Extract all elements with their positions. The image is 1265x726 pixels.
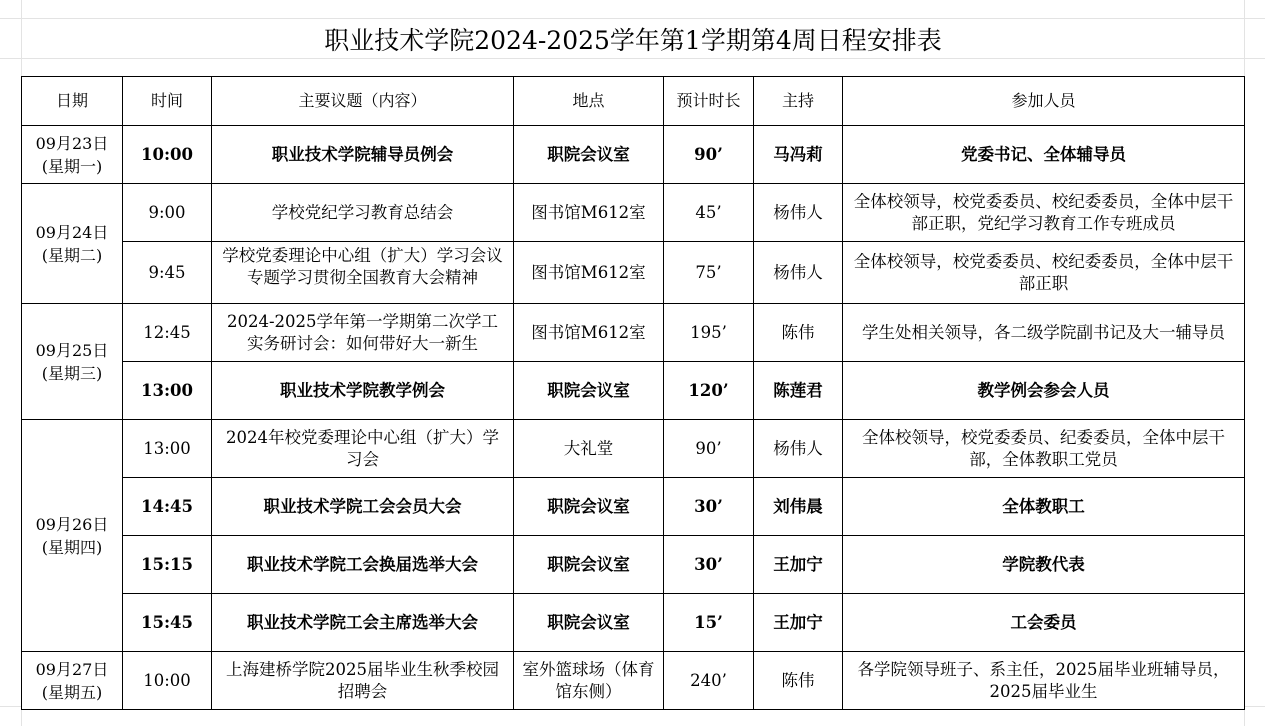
header-row bbox=[22, 77, 1245, 126]
date-label: 09月25日 bbox=[35, 340, 109, 360]
duration-cell: 90’ bbox=[664, 420, 754, 478]
host-cell: 王加宁 bbox=[754, 594, 843, 652]
table-row bbox=[22, 126, 1245, 184]
topic-cell: 职业技术学院辅导员例会 bbox=[212, 126, 514, 184]
topic-cell: 学校党纪学习教育总结会 bbox=[212, 184, 514, 242]
location-cell: 室外篮球场（体育 馆东侧） bbox=[514, 652, 664, 710]
attendees-cell: 各学院领导班子、系主任，2025届毕业班辅导员，2025届毕业生 bbox=[843, 652, 1245, 710]
location-cell: 图书馆M612室 bbox=[514, 184, 664, 242]
duration-cell: 240’ bbox=[664, 652, 754, 710]
header-attendees: 参加人员 bbox=[843, 77, 1245, 126]
date-label: 09月23日 bbox=[35, 133, 109, 153]
weekday-label: (星期五) bbox=[41, 682, 103, 702]
header-date: 日期 bbox=[22, 77, 123, 126]
host-cell: 杨伟人 bbox=[754, 242, 843, 304]
table-row bbox=[22, 362, 1245, 420]
table-row bbox=[22, 304, 1245, 362]
table-row bbox=[22, 652, 1245, 710]
attendees-cell: 工会委员 bbox=[843, 594, 1245, 652]
location-cell: 职院会议室 bbox=[514, 362, 664, 420]
duration-cell: 45’ bbox=[664, 184, 754, 242]
header-time: 时间 bbox=[123, 77, 212, 126]
topic-cell: 职业技术学院教学例会 bbox=[212, 362, 514, 420]
time-cell: 15:15 bbox=[123, 536, 212, 594]
attendees-cell: 教学例会参会人员 bbox=[843, 362, 1245, 420]
header-host: 主持 bbox=[754, 77, 843, 126]
host-cell: 王加宁 bbox=[754, 536, 843, 594]
topic-cell bbox=[212, 242, 514, 304]
header-topic: 主要议题（内容） bbox=[212, 77, 514, 126]
header-location: 地点 bbox=[514, 77, 664, 126]
time-cell: 15:45 bbox=[123, 594, 212, 652]
host-cell: 杨伟人 bbox=[754, 420, 843, 478]
location-cell: 大礼堂 bbox=[514, 420, 664, 478]
topic-text: 学校党委理论中心组（扩大）学习会议专题学习贯彻全国教育大会精神 bbox=[222, 245, 503, 287]
weekday-label: (星期三) bbox=[41, 363, 103, 383]
attendees-cell: 全体校领导，校党委委员、校纪委委员，全体中层干部正职，党纪学习教育工作专班成员 bbox=[843, 184, 1245, 242]
date-cell bbox=[22, 126, 123, 184]
duration-cell: 120’ bbox=[664, 362, 754, 420]
time-cell: 12:45 bbox=[123, 304, 212, 362]
time-cell: 14:45 bbox=[123, 478, 212, 536]
page-title: 职业技术学院2024-2025学年第1学期第4周日程安排表 bbox=[324, 26, 942, 55]
topic-cell: 2024-2025学年第一学期第二次学工实务研讨会：如何带好大一新生 bbox=[212, 304, 514, 362]
duration-cell: 30’ bbox=[664, 536, 754, 594]
date-label: 09月27日 bbox=[35, 659, 109, 679]
table-row bbox=[22, 242, 1245, 304]
host-cell: 陈莲君 bbox=[754, 362, 843, 420]
date-cell bbox=[22, 420, 123, 652]
weekday-label: (星期二) bbox=[41, 245, 103, 265]
topic-cell: 2024年校党委理论中心组（扩大）学习会 bbox=[212, 420, 514, 478]
duration-cell: 90’ bbox=[664, 126, 754, 184]
location-cell: 职院会议室 bbox=[514, 536, 664, 594]
table-row bbox=[22, 478, 1245, 536]
attendees-cell: 学生处相关领导，各二级学院副书记及大一辅导员 bbox=[843, 304, 1245, 362]
time-cell: 9:45 bbox=[123, 242, 212, 304]
schedule-table bbox=[21, 76, 1245, 710]
table-row bbox=[22, 420, 1245, 478]
grid-line bbox=[0, 58, 1265, 59]
grid-line bbox=[0, 18, 1265, 19]
host-cell: 杨伟人 bbox=[754, 184, 843, 242]
duration-cell: 30’ bbox=[664, 478, 754, 536]
topic-cell: 上海建桥学院2025届毕业生秋季校园招聘会 bbox=[212, 652, 514, 710]
duration-cell: 195’ bbox=[664, 304, 754, 362]
header-duration: 预计时长 bbox=[664, 77, 754, 126]
host-cell: 陈伟 bbox=[754, 304, 843, 362]
table-row bbox=[22, 184, 1245, 242]
topic-cell: 职业技术学院工会会员大会 bbox=[212, 478, 514, 536]
date-label: 09月26日 bbox=[35, 514, 109, 534]
location-cell: 职院会议室 bbox=[514, 478, 664, 536]
time-cell: 10:00 bbox=[123, 652, 212, 710]
date-cell bbox=[22, 304, 123, 420]
table-row bbox=[22, 594, 1245, 652]
host-cell: 刘伟晨 bbox=[754, 478, 843, 536]
time-cell: 9:00 bbox=[123, 184, 212, 242]
topic-cell: 职业技术学院工会换届选举大会 bbox=[212, 536, 514, 594]
attendees-cell: 全体教职工 bbox=[843, 478, 1245, 536]
duration-cell: 75’ bbox=[664, 242, 754, 304]
host-cell: 陈伟 bbox=[754, 652, 843, 710]
weekday-label: (星期四) bbox=[41, 537, 103, 557]
location-cell: 图书馆M612室 bbox=[514, 242, 664, 304]
attendees-cell: 学院教代表 bbox=[843, 536, 1245, 594]
table-row bbox=[22, 536, 1245, 594]
date-label: 09月24日 bbox=[35, 222, 109, 242]
time-cell: 13:00 bbox=[123, 420, 212, 478]
location-cell: 职院会议室 bbox=[514, 126, 664, 184]
host-cell: 马冯莉 bbox=[754, 126, 843, 184]
time-cell: 10:00 bbox=[123, 126, 212, 184]
time-cell: 13:00 bbox=[123, 362, 212, 420]
weekday-label: (星期一) bbox=[41, 156, 103, 176]
location-cell: 职院会议室 bbox=[514, 594, 664, 652]
duration-cell: 15’ bbox=[664, 594, 754, 652]
topic-cell: 职业技术学院工会主席选举大会 bbox=[212, 594, 514, 652]
location-cell: 图书馆M612室 bbox=[514, 304, 664, 362]
attendees-cell: 全体校领导，校党委委员、校纪委委员，全体中层干部正职 bbox=[843, 242, 1245, 304]
date-cell bbox=[22, 652, 123, 710]
date-cell bbox=[22, 184, 123, 304]
attendees-cell: 全体校领导，校党委委员、纪委委员，全体中层干部，全体教职工党员 bbox=[843, 420, 1245, 478]
attendees-cell: 党委书记、全体辅导员 bbox=[843, 126, 1245, 184]
